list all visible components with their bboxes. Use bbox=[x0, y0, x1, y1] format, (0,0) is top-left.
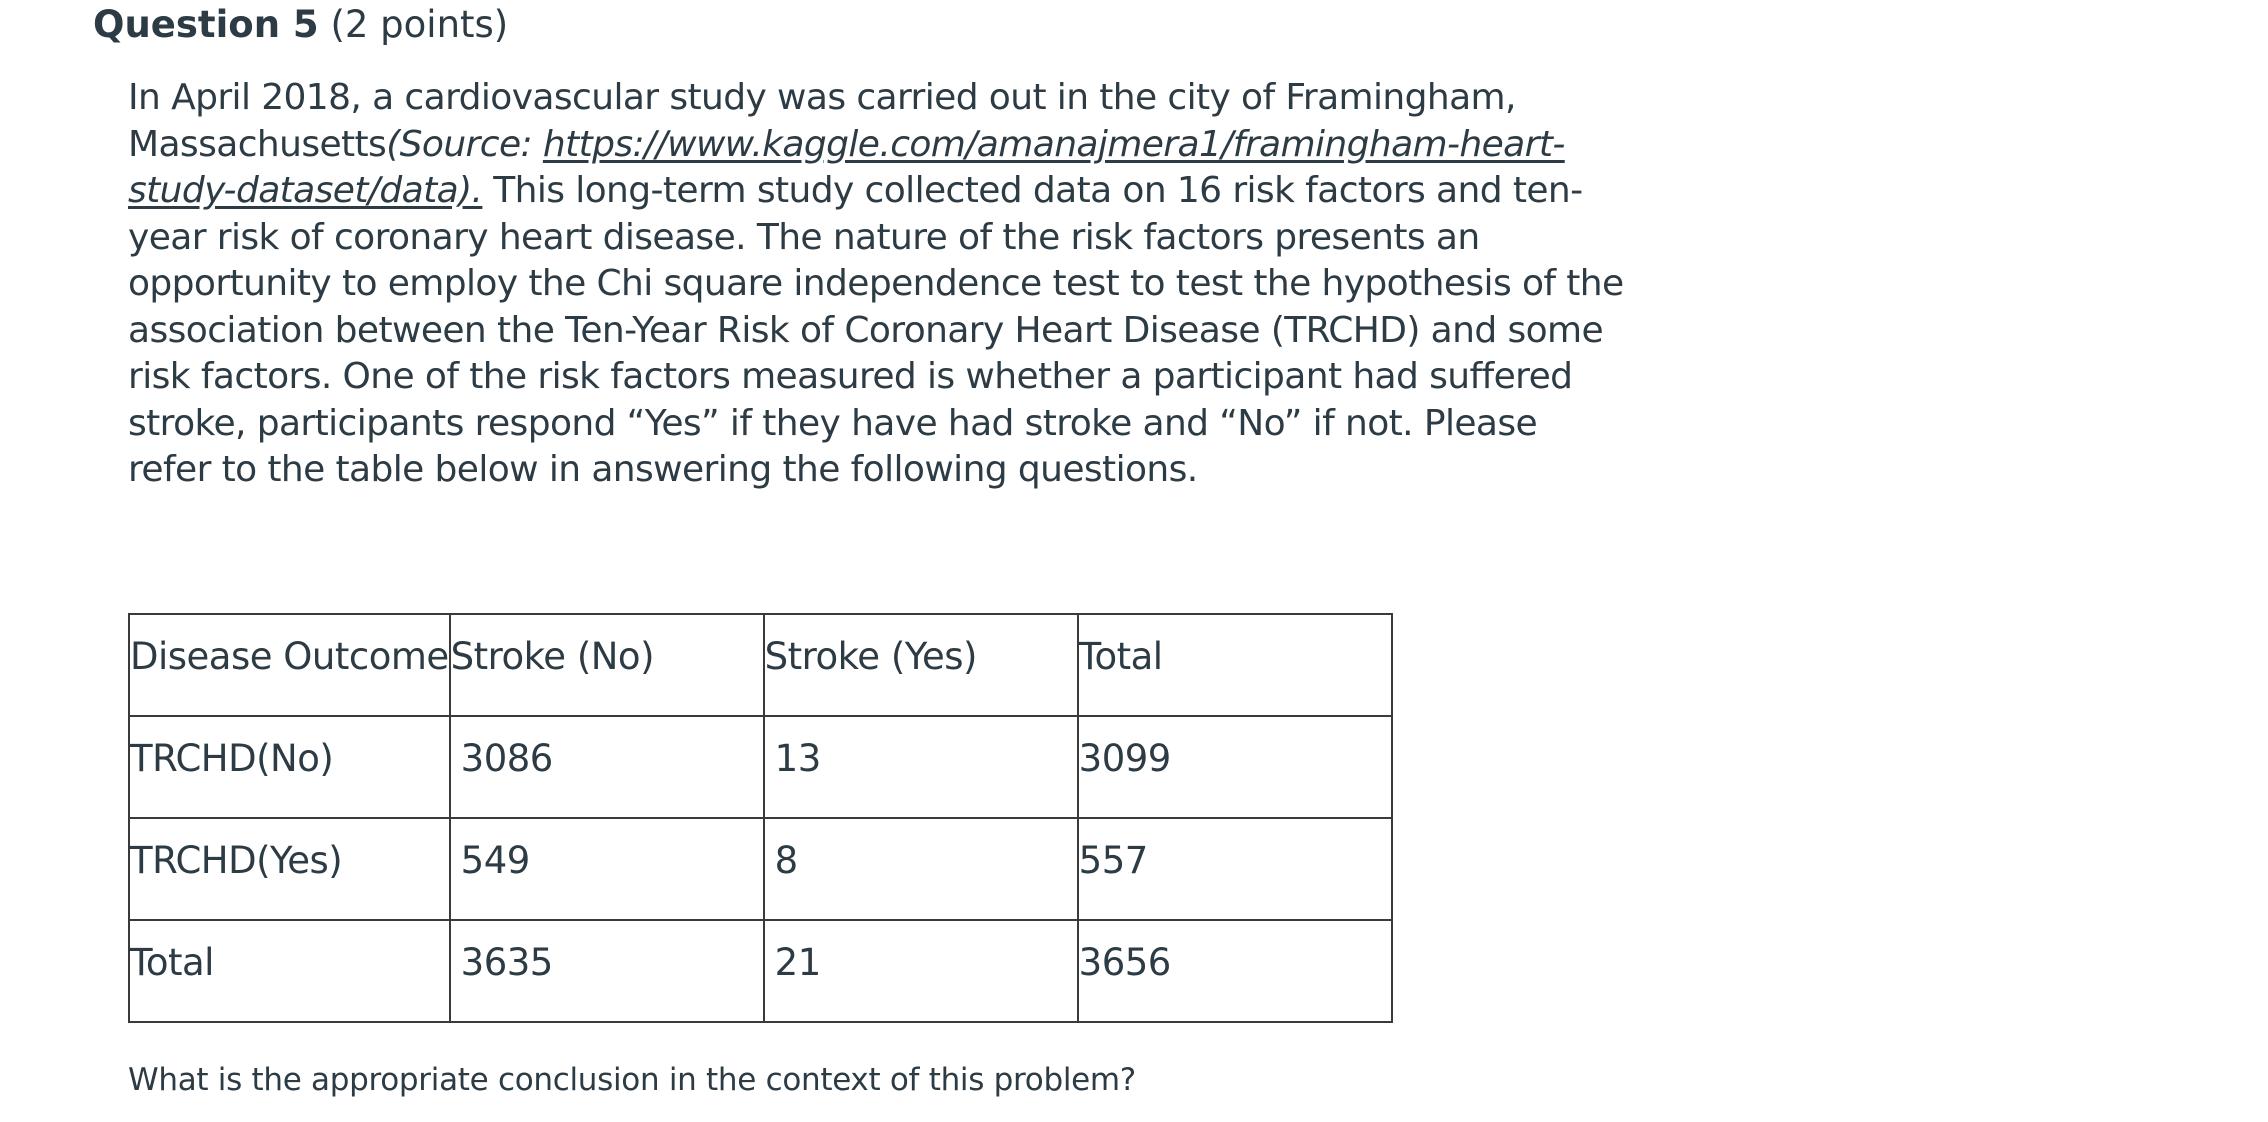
table-row bbox=[129, 818, 1392, 920]
question-body bbox=[128, 75, 1628, 494]
table-cell: 549 bbox=[450, 818, 764, 920]
table-header-cell: Stroke (Yes) bbox=[764, 614, 1078, 716]
question-header bbox=[93, 0, 508, 50]
table-cell: 557 bbox=[1078, 818, 1392, 920]
intro-text: In April 2018, a cardiovascular study was carried out in the city of Framingham, Massachusetts bbox=[128, 77, 1516, 165]
contingency-table bbox=[128, 613, 1393, 1023]
table-header-cell: Stroke (No) bbox=[450, 614, 764, 716]
table-header-cell: Total bbox=[1078, 614, 1392, 716]
table-cell: 21 bbox=[764, 920, 1078, 1022]
table-cell: 8 bbox=[764, 818, 1078, 920]
table-header-cell: Disease Outcome bbox=[129, 614, 450, 716]
question-intro-paragraph bbox=[128, 75, 1628, 494]
table-cell: 3086 bbox=[450, 716, 764, 818]
table-cell: 3635 bbox=[450, 920, 764, 1022]
table-cell: 3099 bbox=[1078, 716, 1392, 818]
source-link[interactable]: https://www.kaggle.com/amanajmera1/framingham-heart-study-dataset/data). bbox=[128, 123, 1565, 211]
table-row bbox=[129, 716, 1392, 818]
intro-continuation: This long-term study collected data on 16 risk factors and ten-year risk of coronary heart disease. The nature of the risk factors presents an opportunity to employ the Chi square independence test to test the hypothesis of the association between the Ten-Year Risk of Coronary Heart Disease (TRCHD) and some risk factors. One of the risk factors measured is whether a participant had suffered stroke, participants respond “Yes” if they have had stroke and “No” if not. Please refer to the table below in answering the following questions. bbox=[128, 170, 1624, 490]
table-row-label: Total bbox=[129, 920, 450, 1022]
question-points: (2 points) bbox=[330, 3, 509, 46]
table-header-row bbox=[129, 614, 1392, 716]
question-prompt: What is the appropriate conclusion in the context of this problem? bbox=[128, 1062, 1136, 1098]
source-label: (Source: bbox=[386, 123, 543, 165]
question-title: Question 5 bbox=[93, 3, 319, 46]
table-row bbox=[129, 920, 1392, 1022]
table-row-label: TRCHD(No) bbox=[129, 716, 450, 818]
table-cell: 13 bbox=[764, 716, 1078, 818]
table-row-label: TRCHD(Yes) bbox=[129, 818, 450, 920]
table-cell: 3656 bbox=[1078, 920, 1392, 1022]
